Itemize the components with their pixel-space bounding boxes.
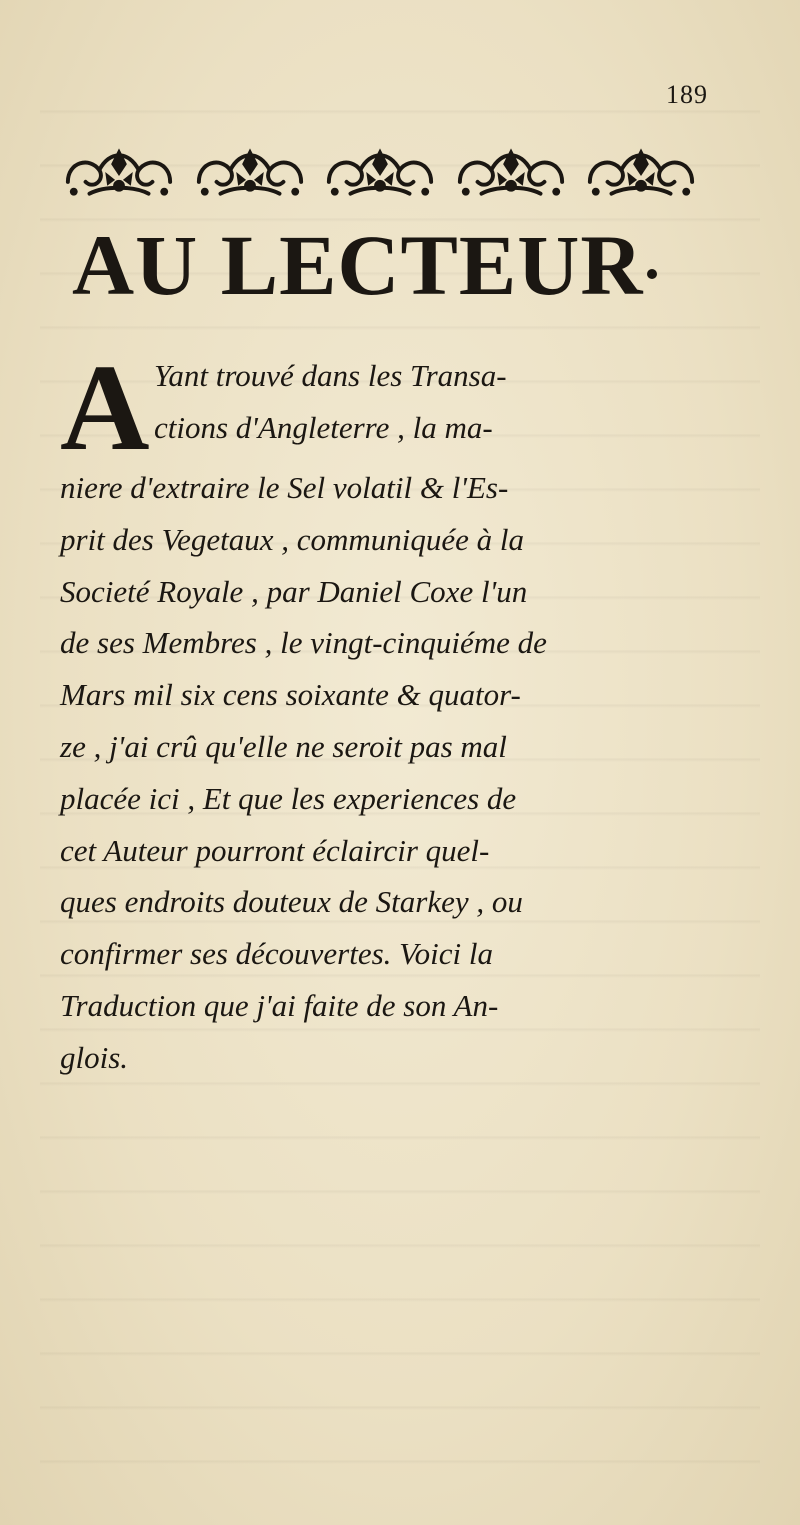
text-line: ques endroits douteux de Starkey , ou <box>60 884 523 920</box>
body-text <box>60 339 720 1084</box>
text-line: Societé Royale , par Daniel Coxe l'un <box>60 573 528 609</box>
section-title-text: AU LECTEUR <box>72 217 644 313</box>
text-line: glois. <box>60 1039 129 1075</box>
page-number: 189 <box>666 80 708 109</box>
text-line: prit des Vegetaux , communiquée à la <box>60 521 525 557</box>
text-line: de ses Membres , le vingt-cinquiéme de <box>60 625 547 661</box>
fleuron-ornament-icon <box>321 142 439 204</box>
fleuron-ornament-icon <box>60 142 178 204</box>
drop-cap: A <box>60 339 150 476</box>
fleuron-ornament-icon <box>452 142 570 204</box>
section-title <box>72 217 712 313</box>
title-dot-ornament <box>647 269 657 279</box>
text-line: ctions d'Angleterre , la ma- <box>154 409 493 445</box>
text-line: confirmer ses découvertes. Voici la <box>60 936 494 972</box>
text-line: cet Auteur pourront éclaircir quel- <box>60 832 490 868</box>
text-line: Traduction que j'ai faite de son An- <box>60 987 499 1023</box>
text-line: Mars mil six cens soixante & quator- <box>60 677 521 713</box>
ornament-band <box>60 138 700 208</box>
text-line: placée ici , Et que les experiences de <box>60 780 517 816</box>
text-line: niere d'extraire le Sel volatil & l'Es- <box>60 470 509 505</box>
fleuron-ornament-icon <box>582 142 700 204</box>
text-line: ze , j'ai crû qu'elle ne seroit pas mal <box>60 728 507 764</box>
text-line: Yant trouvé dans les Transa- <box>154 358 507 393</box>
fleuron-ornament-icon <box>191 142 309 204</box>
